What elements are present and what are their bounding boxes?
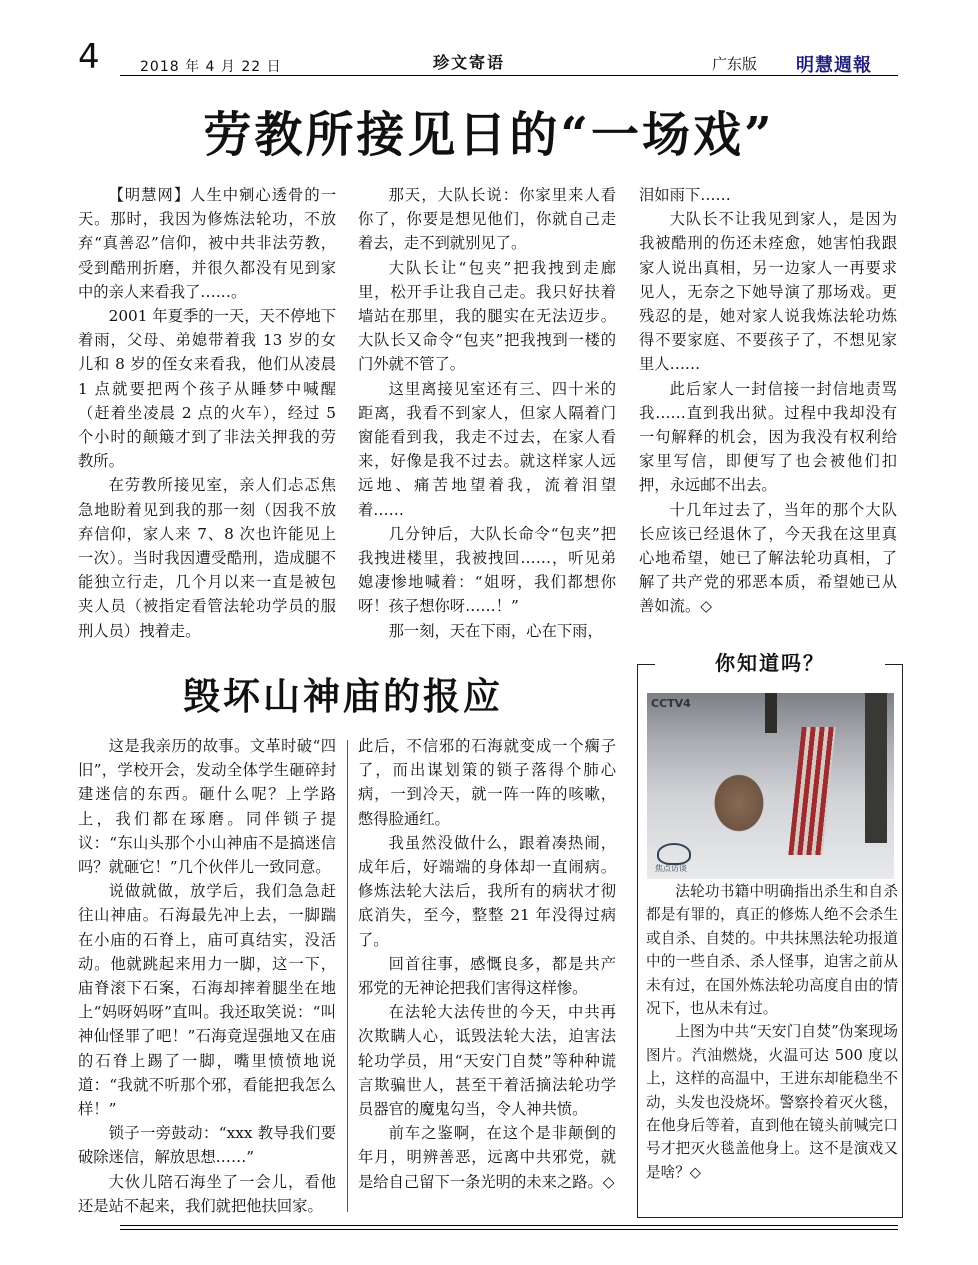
article2-headline: 毁坏山神庙的报应	[183, 674, 503, 718]
page-number: 4	[78, 37, 100, 77]
paragraph: 【明慧网】人生中剜心透骨的一天。那时，我因为修炼法轮功，不放弃“真善忍”信仰，被中共非法劳教，受到酷刑折磨，并很久都没有见到家中的亲人来看我了……。	[78, 186, 336, 301]
tv-logo-icon	[657, 843, 691, 865]
tv-logo-top: CCTV4	[651, 697, 691, 710]
paragraph: 法轮功书籍中明确指出杀生和自杀都是有罪的，真正的修炼人绝不会杀生或自杀、自焚的。中共抹黑法轮功报道中的一些自杀、杀人怪事，迫害之前从未有过，在国外炼法轮功高度自由的情况下，也从未有过。	[646, 883, 898, 1018]
sidebar-text	[646, 880, 898, 1184]
paragraph: 大队长不让我见到家人，是因为我被酷刑的伤还未痊愈，她害怕我跟家人说出真相，另一边家人一再要求见人，无奈之下她导演了那场戏。更残忍的是，她对家人说我炼法轮功炼得不要家庭、不要孩子了，不想见家里人……	[639, 210, 897, 374]
paragraph-continuation: 泪如雨下……	[639, 186, 731, 204]
paragraph: 这里离接见室还有三、四十米的距离，我看不到家人，但家人隔着门窗能看到我，我走不过去，在家人看来，好像是我不过去。就这样家人远远地、痛苦地望着我，流着泪望着……	[358, 379, 616, 519]
article2-column-1	[78, 734, 336, 1218]
paragraph: 这是我亲历的故事。文革时破“四旧”，学校开会，发动全体学生砸碎封建迷信的东西。砸什么呢？上学路上，我们都在琢磨。同伴锁子提议：“东山头那个小山神庙不是搞迷信吗？就砸它！”几个伙伴儿一致同意。	[78, 737, 336, 877]
paragraph-continuation: 此后，不信邪的石海就变成一个瘸子了，而出谋划策的锁子落得个肺心病，一到冷天，就一阵一阵的咳嗽，憋得脸通红。	[358, 737, 616, 828]
paragraph: 十几年过去了，当年的那个大队长应该已经退休了，今天我在这里真心地希望，她已了解法轮功真相，了解了共产党的邪恶本质，希望她已从善如流。◇	[639, 500, 897, 616]
column-divider	[347, 740, 348, 1212]
fire-blanket-shape	[788, 727, 835, 855]
paragraph: 大队长让“包夹”把我拽到走廊里，松开手让我自己走。我只好扶着墙站在那里，我的腿实在无法迈步。大队长又命令“包夹”把我拽到一楼的门外就不管了。	[358, 258, 616, 374]
paragraph: 上图为中共“天安门自焚”伪案现场图片。汽油燃烧，火温可达 500 度以上，这样的高温中，王进东却能稳坐不动，头发也没烧坏。警察拎着灭火毯，在他身后等着，直到他在镜头前喊完口号才把灭火毯盖他身上。这不是演戏又是啥？◇	[646, 1023, 898, 1181]
issue-date: 2018 年 4 月 22 日	[140, 59, 282, 75]
sidebar-title: 你知道吗？	[655, 646, 885, 680]
section-name: 珍文寄语	[433, 53, 506, 72]
paragraph: 几分钟后，大队长命令“包夹”把我拽进楼里，我被拽回……，听见弟媳凄惨地喊着：“姐呀，我们都想你呀！孩子想你呀……！”	[358, 524, 616, 616]
photo-figure-shape	[765, 693, 777, 733]
paragraph: 前车之鉴啊，在这个是非颠倒的年月，明辨善恶，远离中共邪党，就是给自己留下一条光明的未来之路。◇	[358, 1124, 616, 1191]
paragraph: 锁子一旁鼓动：“xxx 教导我们要破除迷信，解放思想……”	[78, 1124, 336, 1167]
article1-column-1	[78, 183, 336, 643]
paragraph: 在劳教所接见室，亲人们忐忑焦急地盼着见到我的那一刻（因我不放弃信仰，家人来 7、8 次也许能见上一次）。当时我因遭受酷刑，造成腿不能独立行走，几个月以来一直是被包夹人员（被指定看管法轮功学员的服刑人员）拽着走。	[78, 476, 336, 640]
paragraph: 那一刻，天在下雨，心在下雨，	[388, 621, 603, 640]
header-rule	[120, 75, 898, 76]
footer-rule-thin	[120, 1229, 898, 1230]
paragraph: 在法轮大法传世的今天，中共再次欺瞒人心，诋毁法轮大法，迫害法轮功学员，用“天安门自焚”等种种谎言欺骗世人，甚至干着活摘法轮功学员器官的魔鬼勾当，令人神共愤。	[358, 1003, 616, 1119]
paragraph: 那天，大队长说：你家里来人看你了，你要是想见他们，你就自己走着去，走不到就别见了。	[358, 186, 616, 253]
footer-rule	[120, 1225, 898, 1226]
article2-column-2	[358, 734, 616, 1194]
paragraph: 大伙儿陪石海坐了一会儿，看他还是站不起来，我们就把他扶回家。	[78, 1172, 336, 1215]
paragraph: 2001 年夏季的一天，天不停地下着雨，父母、弟媳带着我 13 岁的女儿和 8 岁的侄女来看我，他们从凌晨 1 点就要把两个孩子从睡梦中喊醒（赶着坐凌晨 2 点的火车），经过 5 个小时的颠簸才到了非法关押我的劳教所。	[78, 307, 336, 471]
article1-headline: 劳教所接见日的“一场戏”	[203, 107, 775, 163]
article1-column-2	[358, 183, 616, 643]
photo-officer-shape	[865, 693, 887, 843]
paragraph: 我虽然没做什么，跟着凑热闹，成年后，好端端的身体却一直闹病。修炼法轮大法后，我所有的病状才彻底消失，至今，整整 21 年没得过病了。	[358, 833, 616, 949]
paragraph: 此后家人一封信接一封信地责骂我……直到我出狱。过程中我却没有一句解释的机会，因为我没有权利给家里写信，即便写了也会被他们扣押，永远邮不出去。	[639, 379, 897, 495]
paragraph: 回首往事，感慨良多，都是共产邪党的无神论把我们害得这样惨。	[358, 954, 616, 998]
newspaper-name: 明慧週報	[796, 55, 872, 76]
tv-logo-bottom: 焦点访谈	[655, 864, 687, 873]
paragraph: 说做就做，放学后，我们急急赶往山神庙。石海最先冲上去，一脚踹在小庙的石脊上，庙可真结实，没活动。他就跳起来用力一脚，这一下，庙脊滚下石案，石海却摔着腿坐在地上“妈呀妈呀”直叫。我还取笑说：“叫神仙怪罪了吧！”石海竟逞强地又在庙的石脊上踢了一脚，嘴里愤愤地说道：“我就不听那个邪，看能把我怎么样！”	[78, 882, 336, 1119]
edition-label: 广东版	[712, 55, 758, 73]
news-photo	[647, 693, 894, 879]
article1-column-3	[639, 183, 897, 619]
